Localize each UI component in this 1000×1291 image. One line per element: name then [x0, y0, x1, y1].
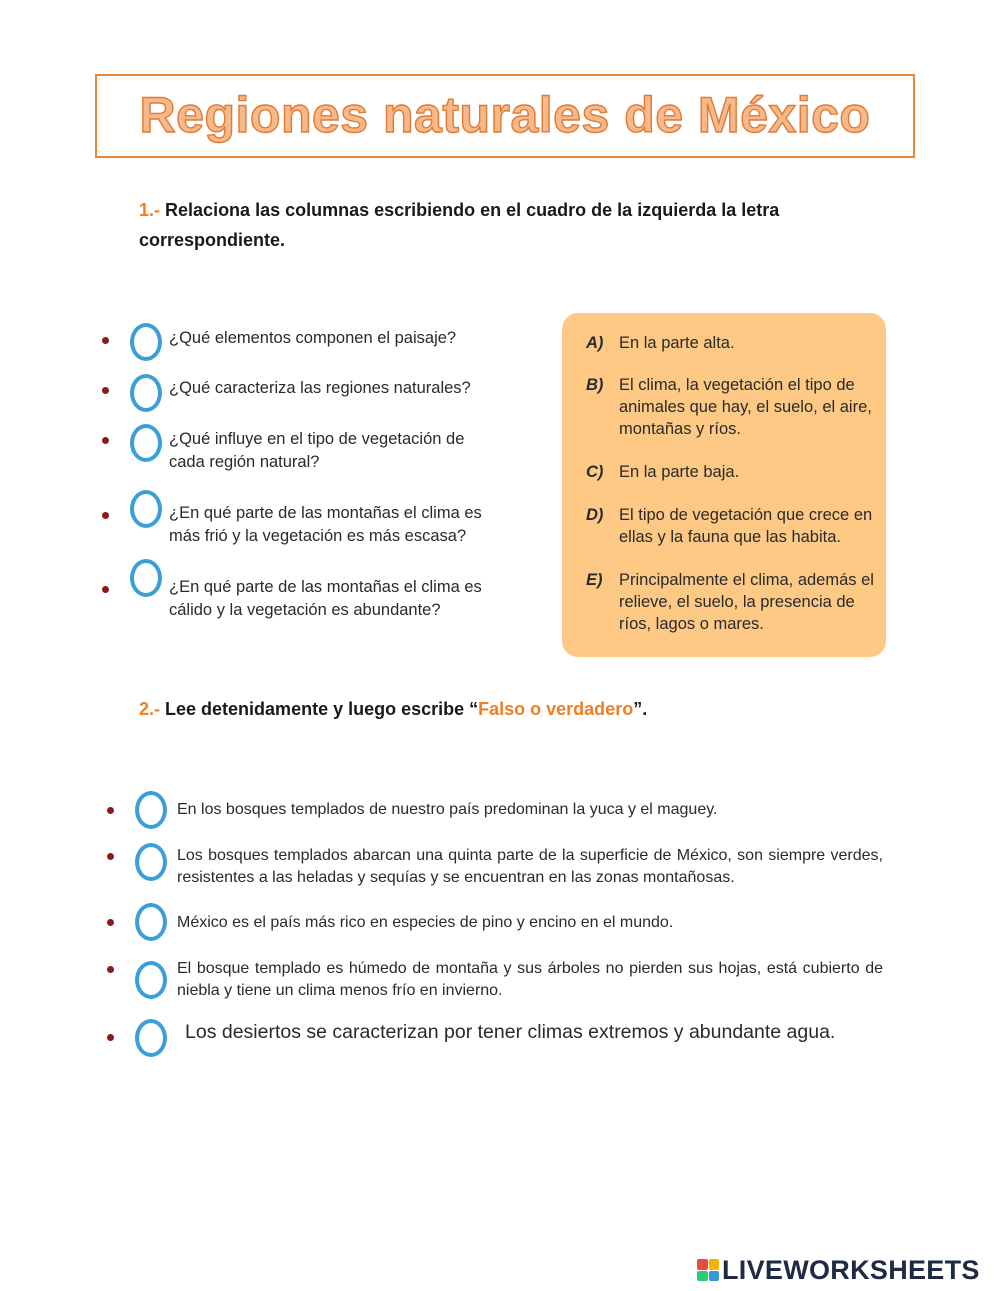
section2-number: 2.-: [139, 699, 161, 719]
statement-3: México es el país más rico en especies de pino y encino en el mundo.: [177, 914, 674, 931]
bullet: [102, 586, 109, 593]
statement-1: En los bosques templados de nuestro país predominan la yuca y el maguey.: [177, 801, 718, 818]
bullet: [107, 966, 114, 973]
answer-circle-q1[interactable]: [130, 323, 162, 361]
section1-number: 1.-: [139, 200, 161, 220]
logo-square: [709, 1271, 720, 1282]
answer-text: El clima, la vegetación el tipo de animales que hay, el suelo, el aire, montañas y ríos.: [619, 376, 872, 438]
answer-circle-q4[interactable]: [130, 490, 162, 528]
bullet: [107, 853, 114, 860]
question-4: ¿En qué parte de las montañas el clima es más frió y la vegetación es más escasa?: [169, 504, 482, 545]
answer-circle-s4[interactable]: [135, 961, 167, 999]
bullet: [102, 337, 109, 344]
answer-letter: D): [586, 506, 604, 524]
statement-4: El bosque templado es húmedo de montaña y sus árboles no pierden sus hojas, está cubierto de niebla y tiene un clima menos frío en invierno.: [177, 960, 883, 999]
logo-square: [709, 1259, 720, 1270]
answer-circle-s2[interactable]: [135, 843, 167, 881]
bullet: [107, 807, 114, 814]
page-title: Regiones naturales de México: [139, 87, 871, 143]
question-1: ¿Qué elementos componen el paisaje?: [169, 329, 457, 347]
bullet: [107, 919, 114, 926]
answer-text: Principalmente el clima, además el relieve, el suelo, la presencia de ríos, lagos o mares.: [619, 571, 874, 633]
bullet: [102, 387, 109, 394]
section2-instruction-highlight: Falso o verdadero: [478, 699, 634, 719]
bullet: [107, 1034, 114, 1041]
answers-box: [562, 313, 886, 657]
section2-instruction: [139, 694, 839, 724]
answer-letter: C): [586, 463, 604, 481]
answer-text: En la parte baja.: [619, 463, 740, 481]
answer-circle-s1[interactable]: [135, 791, 167, 829]
answer-letter: E): [586, 571, 603, 589]
liveworksheets-logo-icon: [697, 1259, 719, 1281]
bullet: [102, 512, 109, 519]
answer-circle-q3[interactable]: [130, 424, 162, 462]
answer-circle-s3[interactable]: [135, 903, 167, 941]
title-box: [95, 74, 915, 158]
question-5: ¿En qué parte de las montañas el clima es cálido y la vegetación es abundante?: [169, 578, 482, 619]
answer-text: En la parte alta.: [619, 334, 735, 352]
answer-letter: A): [586, 334, 604, 352]
logo-square: [697, 1271, 708, 1282]
bullet: [102, 437, 109, 444]
logo-square: [697, 1259, 708, 1270]
answer-circle-q5[interactable]: [130, 559, 162, 597]
section1-instruction: [139, 195, 869, 255]
section2-instruction-after: ”.: [633, 699, 648, 719]
statement-2: Los bosques templados abarcan una quinta parte de la superficie de México, son siempre verdes, resistentes a las heladas y sequías y se encuentran en las zonas montañosas.: [177, 847, 883, 886]
statement-5: Los desiertos se caracterizan por tener climas extremos y abundante agua.: [185, 1021, 836, 1043]
section1-instruction-text: Relaciona las columnas escribiendo en el cuadro de la izquierda la letra correspondiente.: [139, 200, 780, 250]
liveworksheets-logo: [697, 1256, 980, 1284]
logo-text: LIVEWORKSHEETS: [722, 1254, 980, 1285]
answer-circle-s5[interactable]: [135, 1019, 167, 1057]
answer-circle-q2[interactable]: [130, 374, 162, 412]
question-3: ¿Qué influye en el tipo de vegetación de cada región natural?: [169, 430, 465, 471]
answer-text: El tipo de vegetación que crece en ellas y la fauna que las habita.: [619, 506, 873, 546]
question-2: ¿Qué caracteriza las regiones naturales?: [169, 379, 471, 397]
section2-instruction-before: Lee detenidamente y luego escribe “: [165, 699, 479, 719]
answer-letter: B): [586, 376, 604, 394]
